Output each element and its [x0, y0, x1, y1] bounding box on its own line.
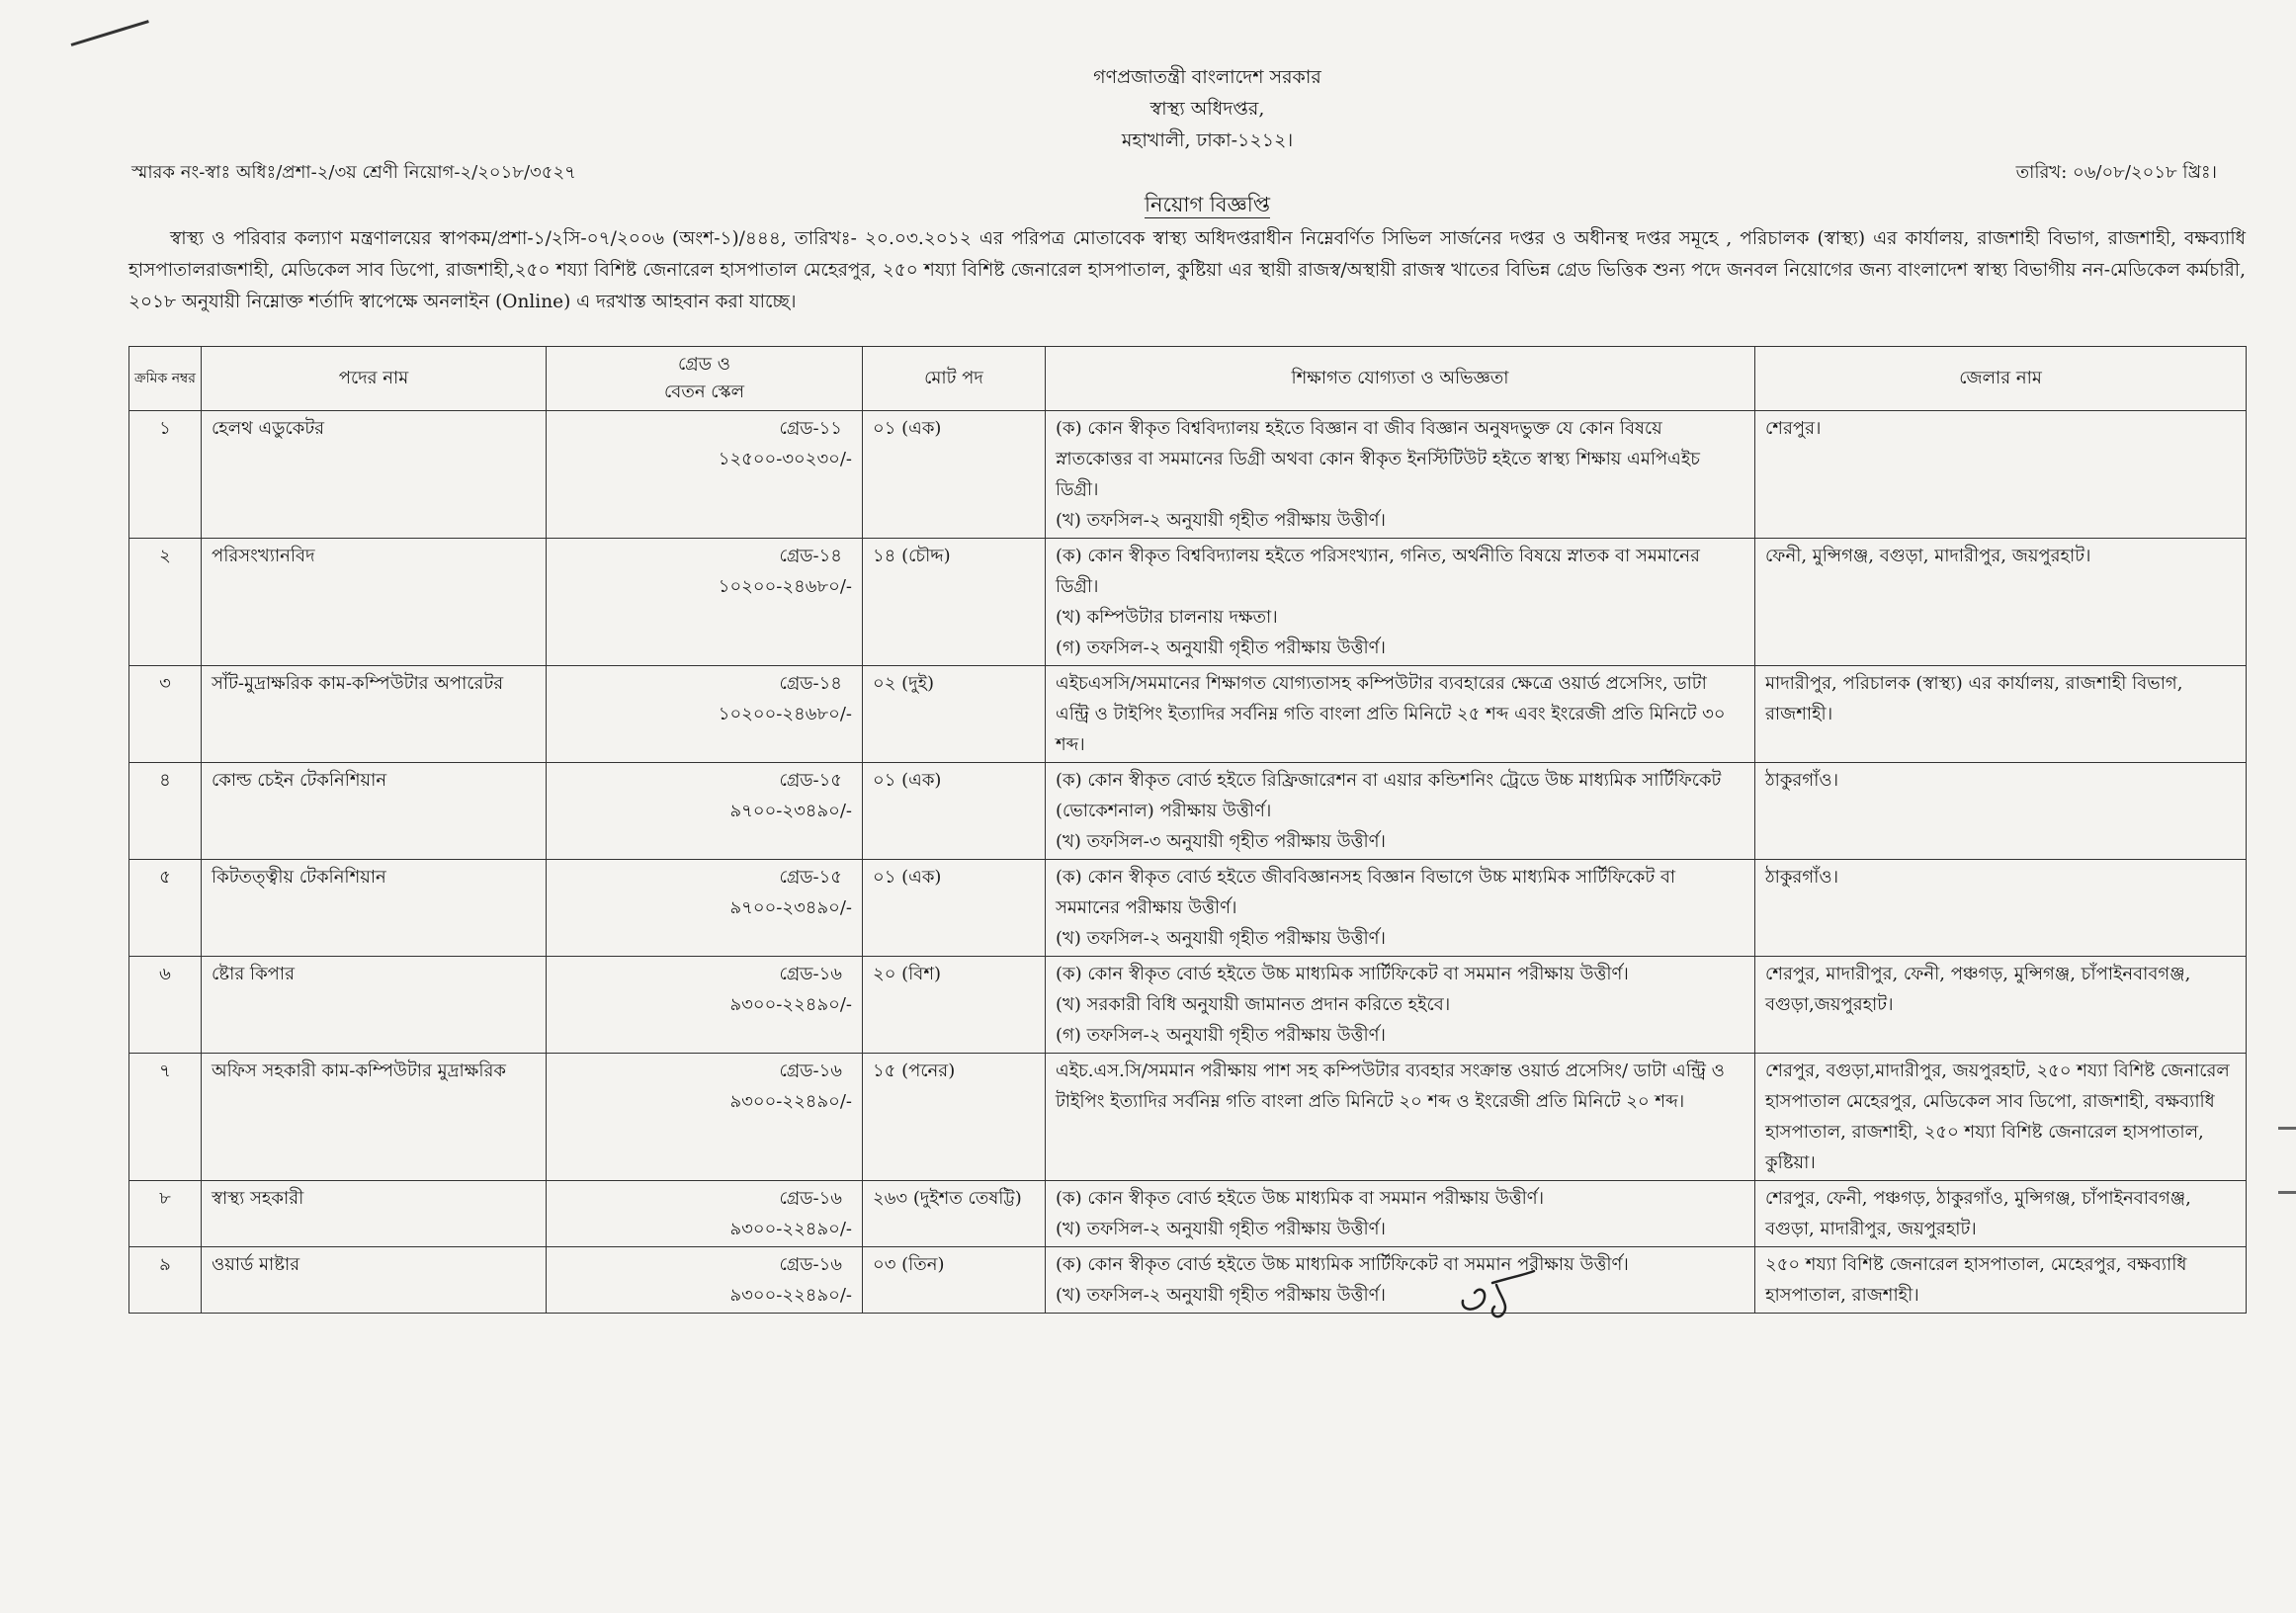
cell-serial: ৮ [129, 1181, 202, 1247]
header-grade [547, 347, 863, 411]
cell-qualification [1046, 763, 1755, 860]
pay-scale: ৯৭০০-২৩৪৯০/- [729, 801, 852, 821]
pay-scale: ৯৩০০-২২৪৯০/- [729, 994, 852, 1015]
grade-label: গ্রেড-১৬ [779, 1254, 842, 1275]
cell-total-posts: ০৩ (তিন) [863, 1247, 1046, 1314]
qualification-item: (খ) তফসিল-২ অনুযায়ী গৃহীত পরীক্ষায় উত্তীর্ণ। [1056, 510, 1386, 531]
grade-label: গ্রেড-১৬ [779, 964, 842, 984]
table-row [129, 1054, 2247, 1181]
cell-serial: ৩ [129, 666, 202, 763]
header-district: জেলার নাম [1755, 347, 2247, 411]
header-total-posts: মোট পদ [863, 347, 1046, 411]
grade-label: গ্রেড-১৫ [779, 867, 842, 888]
cell-post-name: স্বাস্থ্য সহকারী [202, 1181, 547, 1247]
cell-qualification [1046, 666, 1755, 763]
cell-district: মাদারীপুর, পরিচালক (স্বাস্থ্য) এর কার্যালয়, রাজশাহী বিভাগ, রাজশাহী। [1755, 666, 2247, 763]
table-row [129, 1181, 2247, 1247]
notice-title-wrap [0, 189, 2296, 223]
cell-qualification [1046, 957, 1755, 1054]
memo-reference: স্মারক নং-স্বাঃ অধিঃ/প্রশা-২/৩য় শ্রেণী নিয়োগ-২/২০১৮/৩৫২৭ [131, 162, 576, 183]
header-qualification: শিক্ষাগত যোগ্যতা ও অভিজ্ঞতা [1046, 347, 1755, 411]
qualification-item: (খ) তফসিল-২ অনুযায়ী গৃহীত পরীক্ষায় উত্তীর্ণ। [1056, 1285, 1386, 1306]
cell-total-posts: ০২ (দুই) [863, 666, 1046, 763]
cell-post-name: কিটতত্ত্বীয় টেকনিশিয়ান [202, 860, 547, 957]
grade-label: গ্রেড-১৫ [779, 770, 842, 791]
qualification-item: (গ) তফসিল-২ অনুযায়ী গৃহীত পরীক্ষায় উত্তীর্ণ। [1056, 637, 1386, 658]
qualification-item: (ক) কোন স্বীকৃত বিশ্ববিদ্যালয় হইতে বিজ্ঞান বা জীব বিজ্ঞান অনুষদভুক্ত যে কোন বিষয়ে স্নাতকোত্তর বা সমমানের ডিগ্রী অথবা কোন স্বীকৃত ইনস্টিটিউট হইতে স্বাস্থ্য শিক্ষায় এমপিএইচ ডিগ্রী। [1056, 418, 1700, 500]
cell-post-name: কোল্ড চেইন টেকনিশিয়ান [202, 763, 547, 860]
cell-serial: ৪ [129, 763, 202, 860]
document-header [0, 61, 2296, 156]
table-row [129, 1247, 2247, 1314]
cell-post-name: ওয়ার্ড মাষ্টার [202, 1247, 547, 1314]
table-row [129, 411, 2247, 539]
pay-scale: ৯৩০০-২২৪৯০/- [729, 1219, 852, 1239]
cell-serial: ৫ [129, 860, 202, 957]
memo-date: তারিখ: ০৬/০৮/২০১৮ খ্রিঃ। [2015, 162, 2217, 183]
cell-grade [547, 957, 863, 1054]
scan-edge-mark [2278, 1127, 2296, 1130]
cell-qualification [1046, 539, 1755, 666]
scan-edge-mark [2278, 1191, 2296, 1194]
qualification-item: এইচ.এস.সি/সমমান পরীক্ষায় পাশ সহ কম্পিউটার ব্যবহার সংক্রান্ত ওয়ার্ড প্রসেসিং/ ডাটা এন্ট্রি ও টাইপিং ইত্যাদির সর্বনিম্ন গতি বাংলা প্রতি মিনিটে ২০ শব্দ ও ইংরেজী প্রতি মিনিটে ২০ শব্দ। [1056, 1061, 1725, 1112]
cell-grade [547, 1181, 863, 1247]
cell-serial: ৯ [129, 1247, 202, 1314]
cell-total-posts: ০১ (এক) [863, 411, 1046, 539]
pay-scale: ৯৭০০-২৩৪৯০/- [729, 897, 852, 918]
pay-scale: ১০২০০-২৪৬৮০/- [718, 576, 852, 597]
grade-label: গ্রেড-১৬ [779, 1061, 842, 1081]
table-row [129, 860, 2247, 957]
notice-title: নিয়োগ বিজ্ঞপ্তি [1145, 193, 1270, 216]
qualification-item: (ক) কোন স্বীকৃত বোর্ড হইতে উচ্চ মাধ্যমিক বা সমমান পরীক্ষায় উত্তীর্ণ। [1056, 1188, 1545, 1209]
cell-district: ২৫০ শয্যা বিশিষ্ট জেনারেল হাসপাতাল, মেহেরপুর, বক্ষব্যাধি হাসপাতাল, রাজশাহী। [1755, 1247, 2247, 1314]
cell-qualification [1046, 1181, 1755, 1247]
cell-serial: ৭ [129, 1054, 202, 1181]
header-post-name: পদের নাম [202, 347, 547, 411]
pay-scale: ১০২০০-২৪৬৮০/- [718, 704, 852, 724]
initial-signature [1453, 1263, 1542, 1322]
memo-row [131, 158, 2217, 189]
table-row [129, 666, 2247, 763]
cell-serial: ২ [129, 539, 202, 666]
table-body [129, 411, 2247, 1314]
qualification-item: (গ) তফসিল-২ অনুযায়ী গৃহীত পরীক্ষায় উত্তীর্ণ। [1056, 1025, 1386, 1046]
table-row [129, 763, 2247, 860]
cell-district: শেরপুর, ফেনী, পঞ্চগড়, ঠাকুরগাঁও, মুন্সিগঞ্জ, চাঁপাইনবাবগঞ্জ, বগুড়া, মাদারীপুর, জয়পুরহাট। [1755, 1181, 2247, 1247]
cell-post-name: হেলথ এডুকেটর [202, 411, 547, 539]
cell-grade [547, 539, 863, 666]
grade-label: গ্রেড-১৪ [779, 673, 842, 694]
cell-total-posts: ১৫ (পনের) [863, 1054, 1046, 1181]
cell-grade [547, 666, 863, 763]
qualification-item: (ক) কোন স্বীকৃত বোর্ড হইতে উচ্চ মাধ্যমিক সার্টিফিকেট বা সমমান পরীক্ষায় উত্তীর্ণ। [1056, 1254, 1629, 1275]
header-line-government: গণপ্রজাতন্ত্রী বাংলাদেশ সরকার [1093, 66, 1321, 88]
pay-scale: ৯৩০০-২২৪৯০/- [729, 1285, 852, 1306]
cell-qualification [1046, 411, 1755, 539]
qualification-item: (ক) কোন স্বীকৃত বোর্ড হইতে উচ্চ মাধ্যমিক সার্টিফিকেট বা সমমান পরীক্ষায় উত্তীর্ণ। [1056, 964, 1629, 984]
cell-serial: ১ [129, 411, 202, 539]
cell-district: শেরপুর। [1755, 411, 2247, 539]
cell-post-name: সাঁট-মুদ্রাক্ষরিক কাম-কম্পিউটার অপারেটর [202, 666, 547, 763]
qualification-item: (খ) তফসিল-৩ অনুযায়ী গৃহীত পরীক্ষায় উত্তীর্ণ। [1056, 831, 1386, 852]
cell-qualification [1046, 1054, 1755, 1181]
qualification-item: (খ) তফসিল-২ অনুযায়ী গৃহীত পরীক্ষায় উত্তীর্ণ। [1056, 928, 1386, 949]
cell-district: ঠাকুরগাঁও। [1755, 860, 2247, 957]
grade-label: গ্রেড-১৪ [779, 546, 842, 566]
cell-post-name: ষ্টোর কিপার [202, 957, 547, 1054]
header-serial: ক্রমিক নম্বর [129, 347, 202, 411]
pay-scale: ৯৩০০-২২৪৯০/- [729, 1091, 852, 1112]
cell-grade [547, 1247, 863, 1314]
qualification-item: (খ) সরকারী বিধি অনুযায়ী জামানত প্রদান করিতে হইবে। [1056, 994, 1451, 1015]
intro-paragraph: স্বাস্থ্য ও পরিবার কল্যাণ মন্ত্রণালয়ের স্বাপকম/প্রশা-১/২সি-০৭/২০০৬ (অংশ-১)/৪৪৪, তারিখঃ- ২০.০৩.২০১২ এর পরিপত্র মোতাবেক স্বাস্থ্য অধিদপ্তরাধীন নিম্নেবর্ণিত সিভিল সার্জনের দপ্তর ও অধীনস্থ দপ্তর সমূহে , পরিচালক (স্বাস্থ্য) এর কার্যালয়, রাজশাহী বিভাগ, রাজশাহী, বক্ষব্যাধি হাসপাতালরাজশাহী, মেডিকেল সাব ডিপো, রাজশাহী,২৫০ শয্যা বিশিষ্ট জেনারেল হাসপাতাল মেহেরপুর, ২৫০ শয্যা বিশিষ্ট জেনারেল হাসপাতাল, কুষ্টিয়া এর স্থায়ী রাজস্ব/অস্থায়ী রাজস্ব খাতের বিভিন্ন গ্রেড ভিত্তিক শুন্য পদে জনবল নিয়োগের জন্য বাংলাদেশ স্বাস্থ্য বিভাগীয় নন-মেডিকেল কর্মচারী, ২০১৮ অনুযায়ী নিম্নোক্ত শর্তাদি স্বাপেক্ষে অনলাইন (Online) এ দরখাস্ত আহবান করা যাচ্ছে। [128, 228, 2246, 312]
cell-total-posts: ০১ (এক) [863, 860, 1046, 957]
qualification-item: এইচএসসি/সমমানের শিক্ষাগত যোগ্যতাসহ কম্পিউটার ব্যবহারের ক্ষেত্রে ওয়ার্ড প্রসেসিং, ডাটা এন্ট্রি ও টাইপিং ইত্যাদির সর্বনিম্ন গতি বাংলা প্রতি মিনিটে ২৫ শব্দ এবং ইংরেজী প্রতি মিনিটে ৩০ শব্দ। [1056, 673, 1726, 755]
table-row [129, 957, 2247, 1054]
qualification-item: (ক) কোন স্বীকৃত বোর্ড হইতে জীববিজ্ঞানসহ বিজ্ঞান বিভাগে উচ্চ মাধ্যমিক সার্টিফিকেট বা সমমানের পরীক্ষায় উত্তীর্ণ। [1056, 867, 1676, 918]
grade-label: গ্রেড-১১ [779, 418, 842, 439]
table-header-row [129, 347, 2247, 411]
pen-mark [71, 20, 149, 46]
table-row [129, 539, 2247, 666]
cell-grade [547, 1054, 863, 1181]
cell-district: ফেনী, মুন্সিগঞ্জ, বগুড়া, মাদারীপুর, জয়পুরহাট। [1755, 539, 2247, 666]
qualification-item: (ক) কোন স্বীকৃত বিশ্ববিদ্যালয় হইতে পরিসংখ্যান, গনিত, অর্থনীতি বিষয়ে স্নাতক বা সমমানের ডিগ্রী। [1056, 546, 1700, 597]
cell-qualification [1046, 860, 1755, 957]
cell-grade [547, 411, 863, 539]
pay-scale: ১২৫০০-৩০২৩০/- [718, 449, 852, 469]
cell-district: ঠাকুরগাঁও। [1755, 763, 2247, 860]
cell-grade [547, 763, 863, 860]
qualification-item: (ক) কোন স্বীকৃত বোর্ড হইতে রিফ্রিজারেশন বা এয়ার কন্ডিশনিং ট্রেডে উচ্চ মাধ্যমিক সার্টিফিকেট (ভোকেশনাল) পরীক্ষায় উত্তীর্ণ। [1056, 770, 1722, 821]
cell-district: শেরপুর, মাদারীপুর, ফেনী, পঞ্চগড়, মুন্সিগঞ্জ, চাঁপাইনবাবগঞ্জ, বগুড়া,জয়পুরহাট। [1755, 957, 2247, 1054]
cell-qualification [1046, 1247, 1755, 1314]
cell-grade [547, 860, 863, 957]
cell-serial: ৬ [129, 957, 202, 1054]
header-line-department: স্বাস্থ্য অধিদপ্তর, [1149, 98, 1265, 120]
header-grade-line1: গ্রেড ও [677, 354, 730, 375]
grade-label: গ্রেড-১৬ [779, 1188, 842, 1209]
cell-total-posts: ২৬৩ (দুইশত তেষট্টি) [863, 1181, 1046, 1247]
header-grade-line2: বেতন স্কেল [664, 382, 744, 402]
cell-post-name: পরিসংখ্যানবিদ [202, 539, 547, 666]
qualification-item: (খ) কম্পিউটার চালনায় দক্ষতা। [1056, 607, 1278, 628]
cell-total-posts: ১৪ (চৌদ্দ) [863, 539, 1046, 666]
cell-district: শেরপুর, বগুড়া,মাদারীপুর, জয়পুরহাট, ২৫০ শয্যা বিশিষ্ট জেনারেল হাসপাতাল মেহেরপুর, মেডিকেল সাব ডিপো, রাজশাহী, বক্ষব্যাধি হাসপাতাল, রাজশাহী, ২৫০ শয্যা বিশিষ্ট জেনারেল হাসপাতাল, কুষ্টিয়া। [1755, 1054, 2247, 1181]
cell-total-posts: ০১ (এক) [863, 763, 1046, 860]
vacancy-table [128, 346, 2247, 1314]
header-line-address: মহাখালী, ঢাকা-১২১২। [1121, 129, 1294, 151]
qualification-item: (খ) তফসিল-২ অনুযায়ী গৃহীত পরীক্ষায় উত্তীর্ণ। [1056, 1219, 1386, 1239]
cell-post-name: অফিস সহকারী কাম-কম্পিউটার মুদ্রাক্ষরিক [202, 1054, 547, 1181]
cell-total-posts: ২০ (বিশ) [863, 957, 1046, 1054]
